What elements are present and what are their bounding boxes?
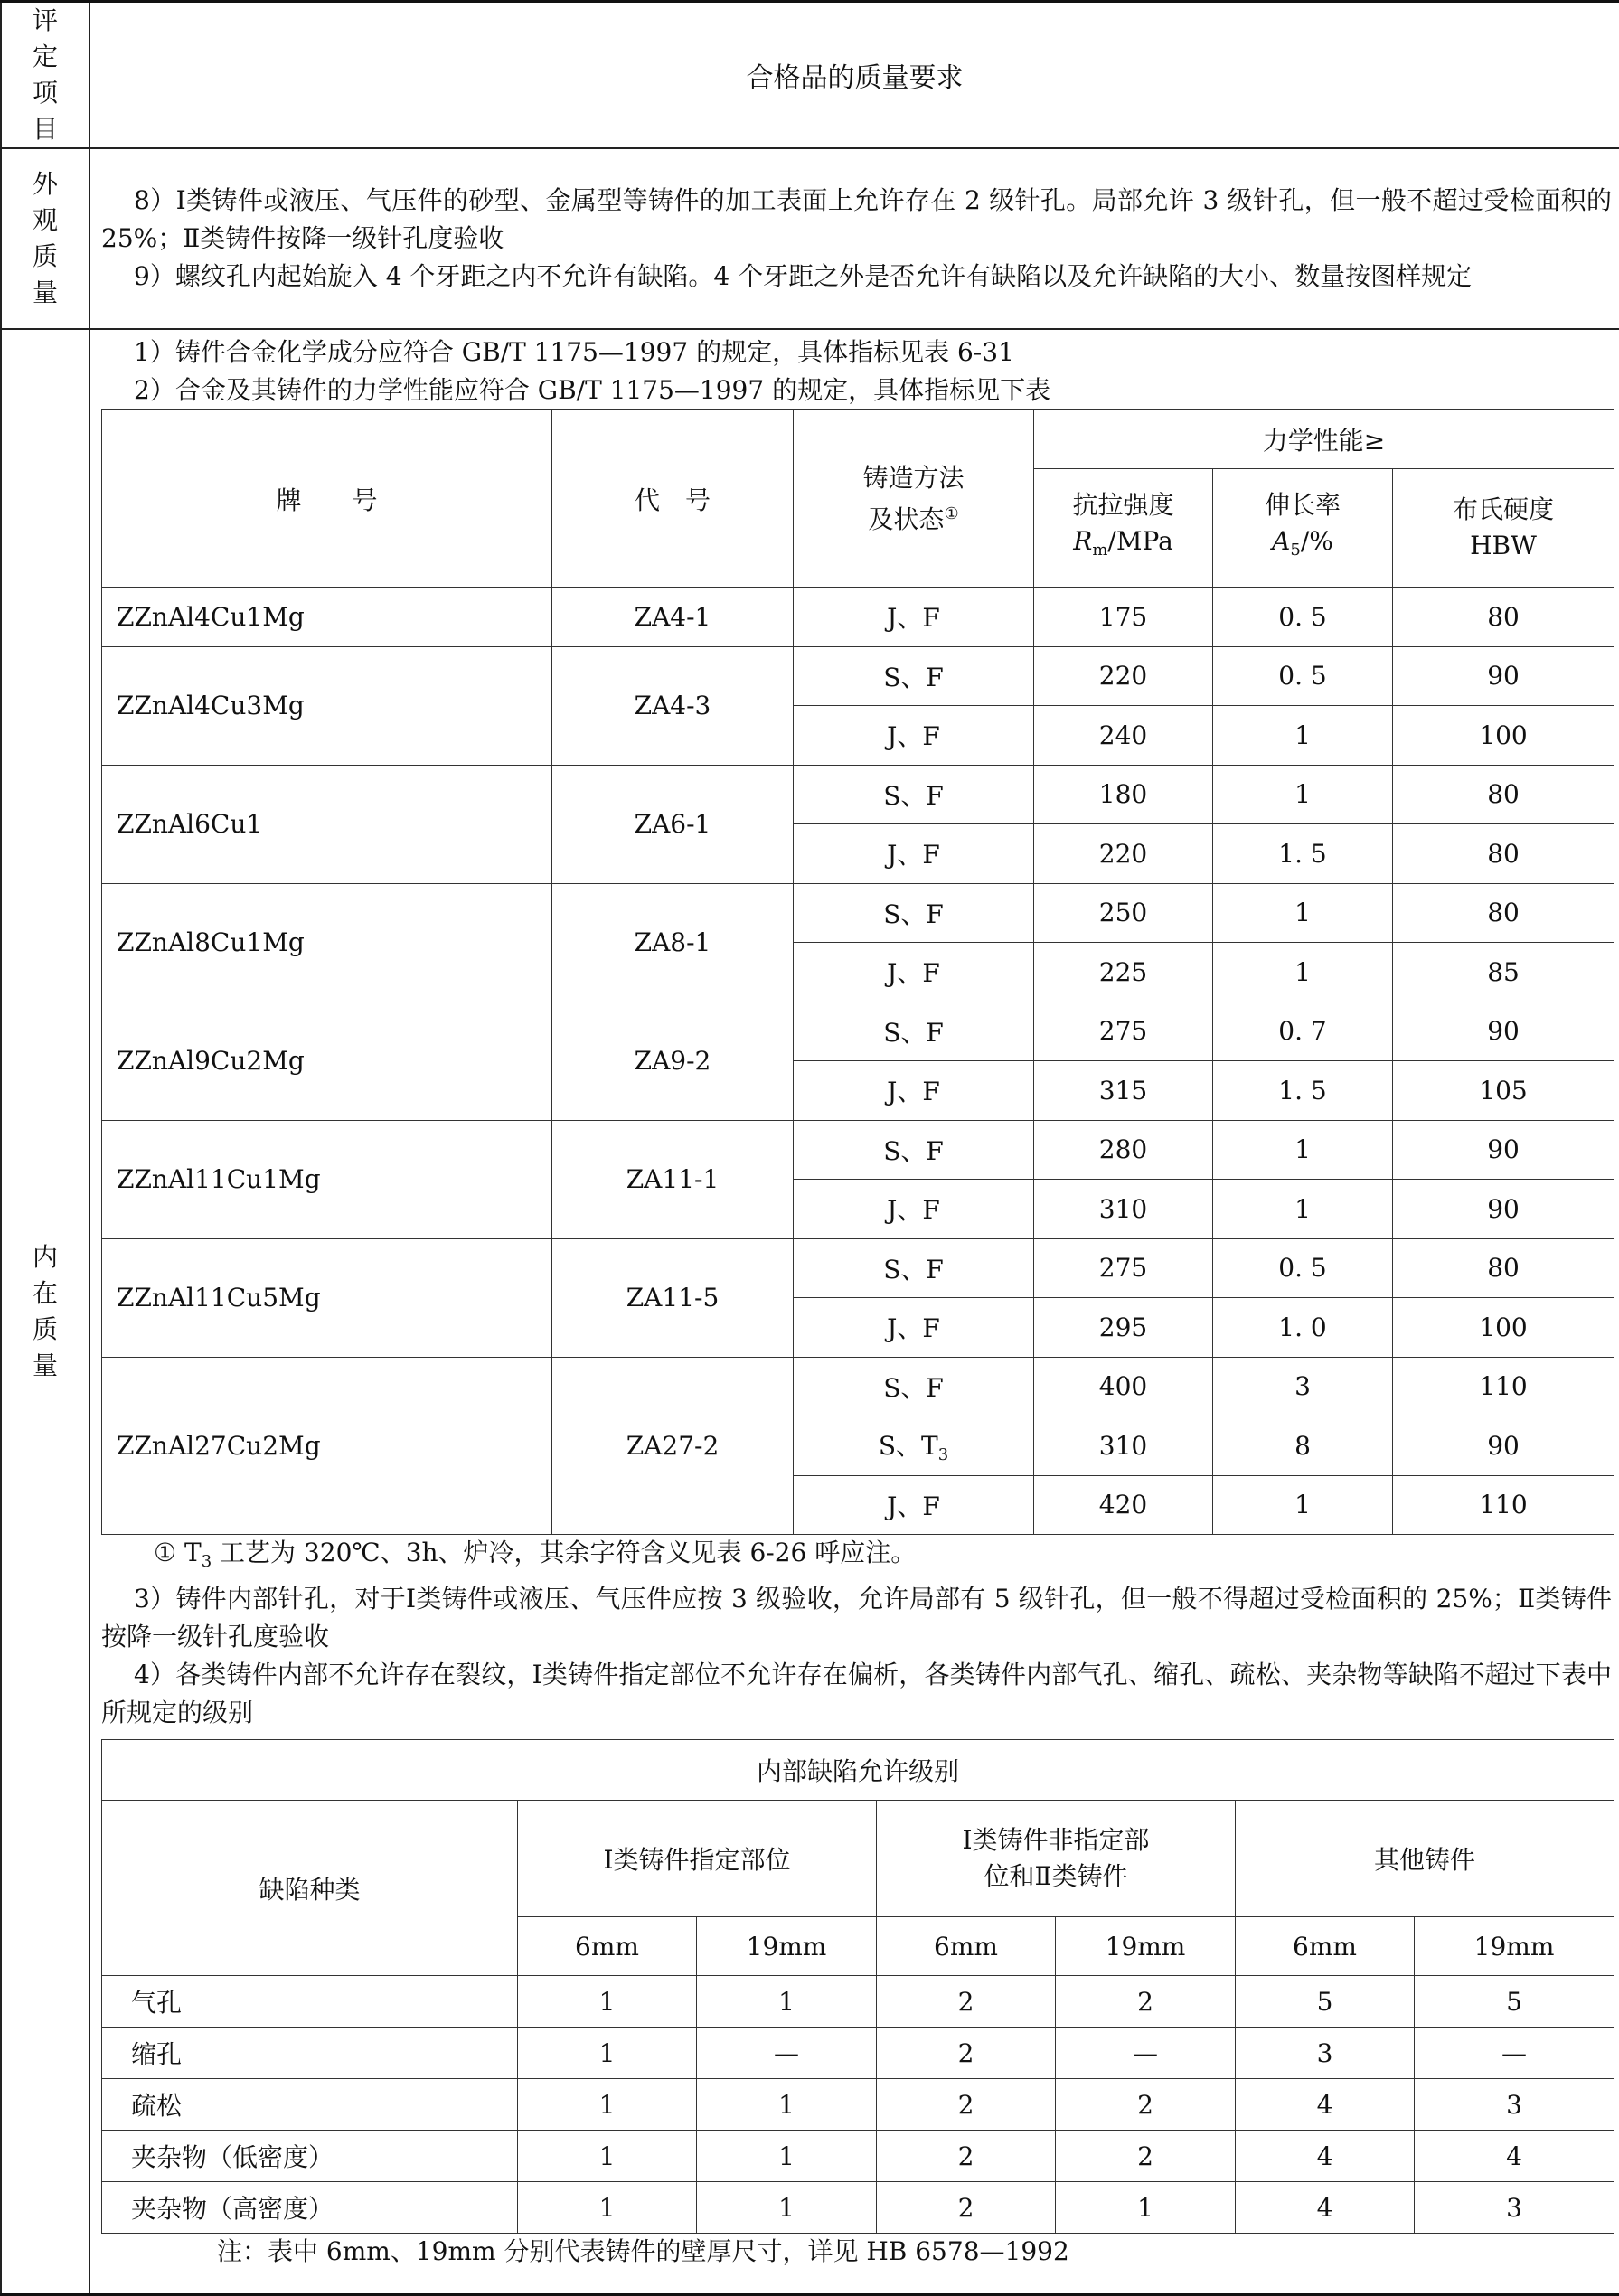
defect-level-cell: 3 — [1415, 2079, 1614, 2131]
header-label: 评定项目 — [32, 5, 58, 144]
tensile-cell: 175 — [1034, 588, 1213, 647]
tensile-cell: 240 — [1034, 706, 1213, 766]
method-text: J、F — [887, 1313, 940, 1344]
tensile-cell: 400 — [1034, 1357, 1213, 1416]
internal-content — [89, 329, 1619, 2295]
code-cell: ZA9-2 — [552, 1002, 794, 1120]
defect-level-cell: 2 — [877, 2182, 1056, 2234]
defect-level-cell: 5 — [1415, 1976, 1614, 2028]
hardness-cell: 90 — [1393, 1180, 1614, 1239]
internal-label: 内在质量 — [32, 1242, 58, 1380]
table-row — [102, 1120, 1614, 1180]
mech-col-elong-line2 — [1213, 523, 1392, 569]
internal-item-2: 2）合金及其铸件的力学性能应符合 GB/T 1175—1997 的规定，具体指标见下表 — [134, 375, 1051, 405]
defect-level-cell: 4 — [1236, 2079, 1415, 2131]
defect-level-cell: 4 — [1236, 2131, 1415, 2182]
table-row — [102, 883, 1614, 943]
defect-col-g1-19mm: 19mm — [697, 1917, 877, 1976]
code-cell: ZA4-3 — [552, 646, 794, 765]
table-row — [102, 1238, 1614, 1298]
defect-level-cell: 2 — [1056, 1976, 1236, 2028]
defect-level-cell: 1 — [518, 2028, 697, 2079]
method-text: J、F — [887, 840, 940, 870]
hardness-cell: 90 — [1393, 1416, 1614, 1476]
mech-col-method — [794, 410, 1034, 588]
header-label-cell — [1, 2, 89, 149]
method-cell — [794, 1357, 1034, 1416]
hardness-cell: 100 — [1393, 1298, 1614, 1358]
defect-level-cell: 2 — [1056, 2131, 1236, 2182]
defect-col-group-2 — [877, 1801, 1236, 1917]
mechanical-properties-table — [101, 409, 1614, 1535]
elongation-cell: 3 — [1213, 1357, 1393, 1416]
method-cell — [794, 883, 1034, 943]
mech-table-note — [90, 1535, 1619, 1580]
mech-col-hard — [1393, 469, 1614, 588]
defect-level-cell: 1 — [518, 2079, 697, 2131]
defect-level-cell: — — [697, 2028, 877, 2079]
mech-col-tensile — [1034, 469, 1213, 588]
hardness-cell: 100 — [1393, 706, 1614, 766]
table-row — [102, 2079, 1614, 2131]
mech-col-grade: 牌 号 — [102, 410, 552, 588]
mech-col-elong-line1: 伸长率 — [1264, 490, 1341, 520]
defect-title: 内部缺陷允许级别 — [102, 1740, 1614, 1801]
method-cell — [794, 1120, 1034, 1180]
method-text: S、F — [883, 780, 944, 811]
method-cell — [794, 943, 1034, 1002]
elongation-cell: 1. 5 — [1213, 824, 1393, 884]
elongation-cell: 8 — [1213, 1416, 1393, 1476]
method-cell — [794, 1298, 1034, 1358]
defect-level-cell: 2 — [877, 2131, 1056, 2182]
elongation-cell: 1 — [1213, 943, 1393, 1002]
defect-col-group-3: 其他铸件 — [1236, 1801, 1614, 1917]
method-text: S、F — [883, 662, 944, 692]
internal-item-3: 3）铸件内部针孔，对于Ⅰ类铸件或液压、气压件应按 3 级验收，允许局部有 5 级针孔，但一般不得超过受检面积的 25%；Ⅱ类铸件按降一级针孔度验收 — [101, 1584, 1612, 1651]
mech-col-method-footnote-mark: ① — [944, 503, 959, 523]
defect-table-footnote: 注：表中 6mm、19mm 分别代表铸件的壁厚尺寸，详见 HB 6578—1992 — [217, 2236, 1069, 2266]
method-cell — [794, 588, 1034, 647]
method-cell — [794, 1002, 1034, 1061]
defect-level-cell: 4 — [1236, 2182, 1415, 2234]
appearance-item-8: 8）Ⅰ类铸件或液压、气压件的砂型、金属型等铸件的加工表面上允许存在 2 级针孔。局部允许 3 级针孔，但一般不超过受检面积的 25%；Ⅱ类铸件按降一级针孔度验收 — [101, 185, 1612, 253]
defect-level-cell: 1 — [518, 2131, 697, 2182]
method-cell — [794, 1061, 1034, 1121]
tensile-cell: 275 — [1034, 1002, 1213, 1061]
mech-note-prefix: ① T — [154, 1538, 202, 1567]
internal-item-1: 1）铸件合金化学成分应符合 GB/T 1175—1997 的规定，具体指标见表 6-31 — [134, 337, 1014, 367]
appearance-content — [89, 148, 1619, 329]
elongation-cell: 1 — [1213, 765, 1393, 824]
method-text: J、F — [887, 721, 940, 752]
code-cell: ZA4-1 — [552, 588, 794, 647]
table-row — [102, 2131, 1614, 2182]
method-cell — [794, 1416, 1034, 1476]
tensile-cell: 180 — [1034, 765, 1213, 824]
elongation-cell: 1 — [1213, 1180, 1393, 1239]
appearance-row — [1, 148, 1619, 329]
table-row — [102, 1002, 1614, 1061]
defect-level-cell: 1 — [697, 2182, 877, 2234]
elongation-cell: 0. 5 — [1213, 1238, 1393, 1298]
appearance-label-cell — [1, 148, 89, 329]
defect-col-g2-19mm: 19mm — [1056, 1917, 1236, 1976]
tensile-cell: 310 — [1034, 1180, 1213, 1239]
elongation-cell: 1. 0 — [1213, 1298, 1393, 1358]
mech-col-elong-unit: /% — [1300, 526, 1333, 556]
defect-col-g3-6mm: 6mm — [1236, 1917, 1415, 1976]
elongation-cell: 1. 5 — [1213, 1061, 1393, 1121]
mech-col-elong — [1213, 469, 1393, 588]
mech-col-tensile-sub: m — [1092, 541, 1108, 560]
mech-col-tensile-symbol: R — [1073, 526, 1093, 556]
table-row — [102, 2028, 1614, 2079]
grade-cell: ZZnAl4Cu1Mg — [102, 588, 552, 647]
defect-level-cell: 1 — [697, 2131, 877, 2182]
defect-col-g2-6mm: 6mm — [877, 1917, 1056, 1976]
mech-col-elong-sub: 5 — [1290, 541, 1301, 560]
hardness-cell: 110 — [1393, 1475, 1614, 1535]
defect-type-cell: 夹杂物（高密度） — [102, 2182, 518, 2234]
hardness-cell: 90 — [1393, 646, 1614, 706]
method-text: J、F — [887, 1195, 940, 1226]
method-cell — [794, 1180, 1034, 1239]
tensile-cell: 310 — [1034, 1416, 1213, 1476]
mech-col-method-line2 — [794, 496, 1033, 538]
defect-level-cell: 2 — [877, 2079, 1056, 2131]
table-row — [102, 588, 1614, 647]
method-text: S、F — [883, 1254, 944, 1284]
hardness-cell: 80 — [1393, 883, 1614, 943]
method-text: S、F — [883, 1135, 944, 1166]
mech-note-sub: 3 — [201, 1552, 212, 1571]
mech-col-elong-symbol: A — [1272, 526, 1291, 556]
grade-cell: ZZnAl27Cu2Mg — [102, 1357, 552, 1535]
hardness-cell: 90 — [1393, 1002, 1614, 1061]
defect-type-cell: 缩孔 — [102, 2028, 518, 2079]
table-row — [102, 2182, 1614, 2234]
hardness-cell: 105 — [1393, 1061, 1614, 1121]
defect-level-cell: 3 — [1415, 2182, 1614, 2234]
code-cell: ZA27-2 — [552, 1357, 794, 1535]
table-row — [102, 1357, 1614, 1416]
method-cell — [794, 1238, 1034, 1298]
method-cell — [794, 824, 1034, 884]
tensile-cell: 315 — [1034, 1061, 1213, 1121]
header-row — [1, 2, 1619, 149]
defect-level-cell: — — [1415, 2028, 1614, 2079]
defect-col-group-2-line2: 位和Ⅱ类铸件 — [984, 1861, 1128, 1891]
defect-level-cell: 1 — [697, 1976, 877, 2028]
tensile-cell: 220 — [1034, 824, 1213, 884]
defect-col-g3-19mm: 19mm — [1415, 1917, 1614, 1976]
grade-cell: ZZnAl4Cu3Mg — [102, 646, 552, 765]
table-row — [102, 1976, 1614, 2028]
defect-title-row — [102, 1740, 1614, 1801]
grade-cell: ZZnAl8Cu1Mg — [102, 883, 552, 1002]
code-cell: ZA11-5 — [552, 1238, 794, 1357]
tensile-cell: 220 — [1034, 646, 1213, 706]
defect-type-cell: 疏松 — [102, 2079, 518, 2131]
defect-col-type: 缺陷种类 — [102, 1801, 518, 1976]
elongation-cell: 0. 5 — [1213, 588, 1393, 647]
defect-level-cell: 1 — [518, 1976, 697, 2028]
method-text: J、F — [887, 958, 940, 989]
hardness-cell: 85 — [1393, 943, 1614, 1002]
defect-level-cell: 1 — [697, 2079, 877, 2131]
mech-header-row-1 — [102, 410, 1614, 469]
mech-note-text: 工艺为 320℃、3h、炉冷，其余字符含义见表 6-26 呼应注。 — [212, 1538, 917, 1567]
defect-level-cell: 1 — [518, 2182, 697, 2234]
code-cell: ZA11-1 — [552, 1120, 794, 1238]
defect-level-cell: — — [1056, 2028, 1236, 2079]
method-cell — [794, 1475, 1034, 1535]
mech-col-method-line1: 铸造方法 — [862, 462, 965, 493]
hardness-cell: 80 — [1393, 824, 1614, 884]
mech-col-hard-line1: 布氏硬度 — [1453, 494, 1555, 524]
mech-col-method-text: 及状态 — [868, 503, 945, 534]
tensile-cell: 225 — [1034, 943, 1213, 1002]
tensile-cell: 280 — [1034, 1120, 1213, 1180]
mech-col-tensile-line2 — [1034, 523, 1212, 569]
method-text: J、F — [887, 603, 940, 634]
tensile-cell: 250 — [1034, 883, 1213, 943]
elongation-cell: 1 — [1213, 1475, 1393, 1535]
method-cell — [794, 646, 1034, 706]
elongation-cell: 1 — [1213, 883, 1393, 943]
hardness-cell: 80 — [1393, 588, 1614, 647]
elongation-cell: 0. 7 — [1213, 1002, 1393, 1061]
hardness-cell: 90 — [1393, 1120, 1614, 1180]
header-title: 合格品的质量要求 — [89, 2, 1619, 149]
grade-cell: ZZnAl11Cu1Mg — [102, 1120, 552, 1238]
mech-col-props: 力学性能≥ — [1034, 410, 1614, 469]
defect-col-g1-6mm: 6mm — [518, 1917, 697, 1976]
method-text: S、F — [883, 1372, 944, 1403]
grade-cell: ZZnAl11Cu5Mg — [102, 1238, 552, 1357]
internal-label-cell — [1, 329, 89, 2295]
method-text: J、F — [887, 1491, 940, 1521]
defect-levels-table — [101, 1739, 1614, 2234]
defect-level-cell: 2 — [1056, 2079, 1236, 2131]
internal-item-4: 4）各类铸件内部不允许存在裂纹，Ⅰ类铸件指定部位不允许存在偏析，各类铸件内部气孔、缩孔、疏松、夹杂物等缺陷不超过下表中所规定的级别 — [101, 1660, 1612, 1727]
defect-header-row-1 — [102, 1801, 1614, 1917]
defect-col-group-2-line1: Ⅰ类铸件非指定部 — [962, 1825, 1150, 1855]
method-text: S、F — [883, 899, 944, 929]
grade-cell: ZZnAl9Cu2Mg — [102, 1002, 552, 1120]
method-text: S、F — [883, 1017, 944, 1048]
mech-col-code: 代 号 — [552, 410, 794, 588]
tensile-cell: 275 — [1034, 1238, 1213, 1298]
elongation-cell: 1 — [1213, 1120, 1393, 1180]
defect-level-cell: 5 — [1236, 1976, 1415, 2028]
appearance-label: 外观质量 — [32, 169, 58, 307]
elongation-cell: 0. 5 — [1213, 646, 1393, 706]
internal-row — [1, 329, 1619, 2295]
hardness-cell: 80 — [1393, 1238, 1614, 1298]
table-row — [102, 765, 1614, 824]
elongation-cell: 1 — [1213, 706, 1393, 766]
defect-level-cell: 4 — [1415, 2131, 1614, 2182]
tensile-cell: 420 — [1034, 1475, 1213, 1535]
mech-col-tensile-unit: /MPa — [1107, 526, 1173, 556]
code-cell: ZA6-1 — [552, 765, 794, 883]
defect-level-cell: 2 — [877, 1976, 1056, 2028]
tensile-cell: 295 — [1034, 1298, 1213, 1358]
defect-col-group-1: Ⅰ类铸件指定部位 — [518, 1801, 877, 1917]
appearance-item-9: 9）螺纹孔内起始旋入 4 个牙距之内不允许有缺陷。4 个牙距之外是否允许有缺陷以及允许缺陷的大小、数量按图样规定 — [134, 261, 1473, 291]
method-text: S、T — [878, 1431, 938, 1462]
code-cell: ZA8-1 — [552, 883, 794, 1002]
mech-col-tensile-line1: 抗拉强度 — [1072, 490, 1174, 520]
hardness-cell: 80 — [1393, 765, 1614, 824]
defect-type-cell: 夹杂物（低密度） — [102, 2131, 518, 2182]
defect-type-cell: 气孔 — [102, 1976, 518, 2028]
table-row — [102, 646, 1614, 706]
method-cell — [794, 765, 1034, 824]
hardness-cell: 110 — [1393, 1357, 1614, 1416]
method-text: J、F — [887, 1077, 940, 1107]
mech-col-hard-line2: HBW — [1470, 531, 1537, 560]
method-sub: 3 — [937, 1445, 949, 1465]
grade-cell: ZZnAl6Cu1 — [102, 765, 552, 883]
method-cell — [794, 706, 1034, 766]
defect-level-cell: 1 — [1056, 2182, 1236, 2234]
defect-level-cell: 2 — [877, 2028, 1056, 2079]
defect-level-cell: 3 — [1236, 2028, 1415, 2079]
